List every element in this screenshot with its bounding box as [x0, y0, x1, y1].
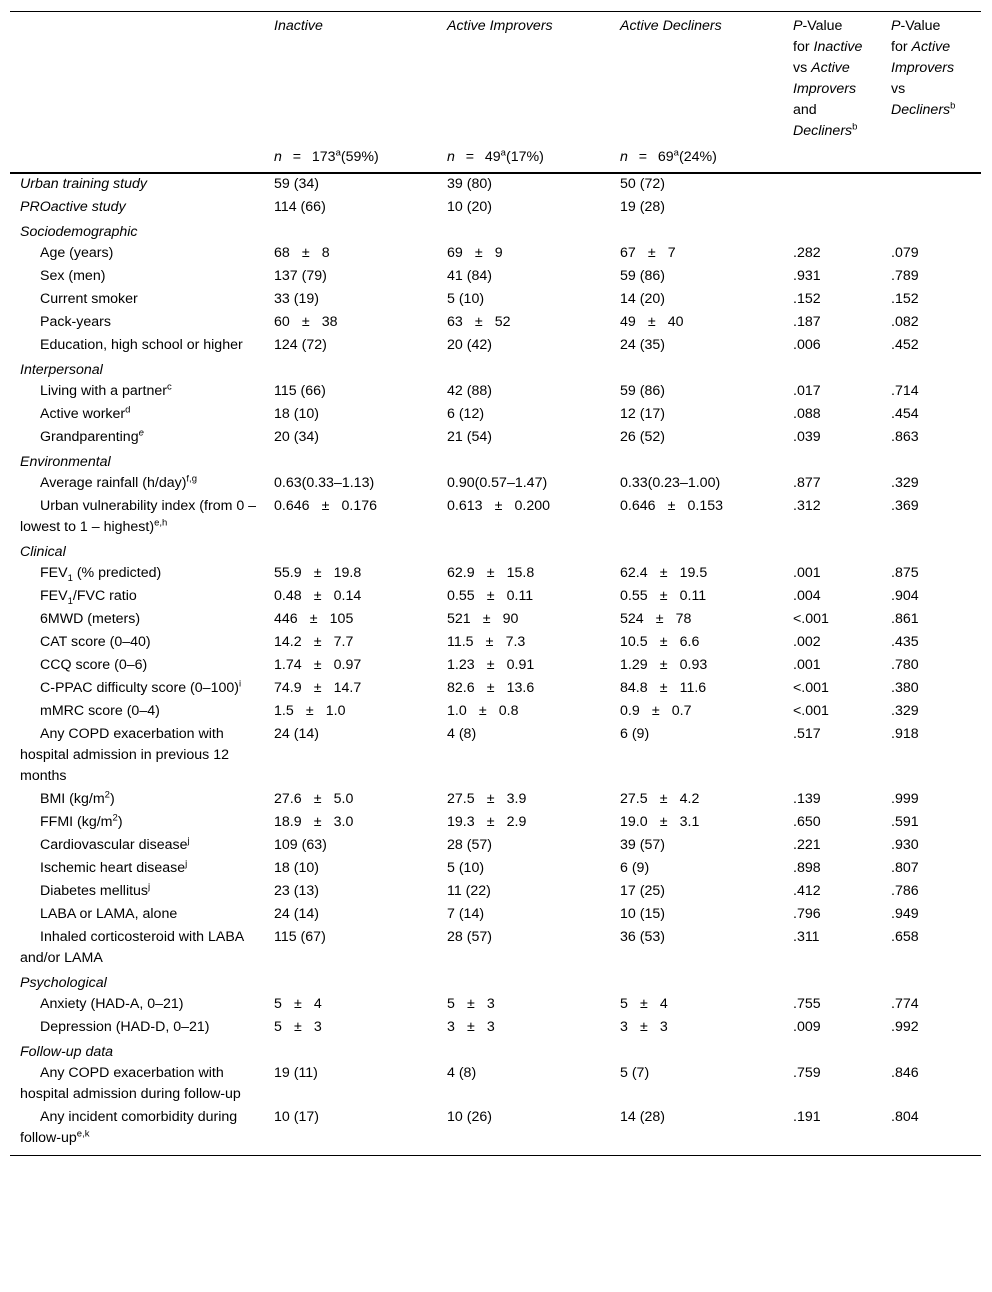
cell-pvalue-2: .904: [891, 588, 919, 604]
cell-inactive: 0.48 ± 0.14: [274, 588, 362, 604]
table-row: [10, 632, 981, 655]
cell-inactive: 33 (19): [274, 291, 319, 307]
cell-active-improvers: 1.23 ± 0.91: [447, 657, 535, 673]
cell-pvalue-2: .780: [891, 657, 919, 673]
cell-active-improvers: 5 (10): [447, 291, 485, 307]
section-label: Psychological: [20, 975, 107, 991]
table-row: [10, 197, 981, 220]
n-active-improvers: $n = 49^a(17\%)$: [437, 147, 610, 173]
cell-inactive: 68 ± 8: [274, 245, 330, 261]
cell-active-improvers: 11.5 ± 7.3: [447, 634, 526, 650]
cell-pvalue-1: .282: [793, 245, 821, 261]
table-row: [10, 678, 981, 701]
cell-pvalue-2: .454: [891, 406, 919, 422]
cell-inactive: 27.6 ± 5.0: [274, 791, 354, 807]
row-label: CCQ score (0–6): [40, 657, 148, 673]
cell-pvalue-1: .152: [793, 291, 821, 307]
cell-inactive: 19 (11): [274, 1065, 318, 1081]
cell-active-improvers: 6 (12): [447, 406, 485, 422]
row-label: LABA or LAMA, alone: [40, 906, 178, 922]
cell-active-decliners: 59 (86): [620, 383, 665, 399]
cell-active-decliners: 19.0 ± 3.1: [620, 814, 700, 830]
table-row: [10, 881, 981, 904]
row-label: Any COPD exacerbation with hospital admission during follow-up: [20, 1065, 241, 1102]
cell-pvalue-1: .221: [793, 837, 821, 853]
row-label: Urban vulnerability index (from 0 – lowest to 1 – highest)$^{e,h}$: [20, 498, 257, 535]
table-row: [10, 335, 981, 358]
row-label: FFMI $(kg/m^2)$: [40, 812, 123, 830]
cell-pvalue-1: .039: [793, 429, 821, 445]
header-row: [10, 12, 981, 148]
section-label: Environmental: [20, 454, 111, 470]
cell-active-improvers: 20 (42): [447, 337, 492, 353]
cell-inactive: 24 (14): [274, 726, 319, 742]
row-label: Current smoker: [40, 291, 138, 307]
cell-active-decliners: 0.646 ± 0.153: [620, 498, 724, 514]
cell-inactive: 446 ± 105: [274, 611, 354, 627]
cell-inactive: 115 (66): [274, 383, 326, 399]
cell-active-decliners: 14 (20): [620, 291, 665, 307]
cell-inactive: 55.9 ± 19.8: [274, 565, 362, 581]
cell-active-improvers: 41 (84): [447, 268, 492, 284]
row-label: Age (years): [40, 245, 114, 261]
cell-pvalue-1: .755: [793, 996, 821, 1012]
cell-pvalue-1: .001: [793, 657, 821, 673]
cell-active-improvers: 0.613 ± 0.200: [447, 498, 551, 514]
cell-inactive: 60 ± 38: [274, 314, 338, 330]
cell-active-improvers: 11 (22): [447, 883, 491, 899]
cell-active-improvers: 28 (57): [447, 837, 492, 853]
cell-pvalue-1: [783, 173, 881, 197]
cell-pvalue-2: .329: [891, 475, 919, 491]
cell-pvalue-2: .452: [891, 337, 919, 353]
cell-pvalue-2: .999: [891, 791, 919, 807]
cell-active-decliners: 49 ± 40: [620, 314, 684, 330]
cell-active-decliners: 59 (86): [620, 268, 665, 284]
cell-active-improvers: 21 (54): [447, 429, 492, 445]
cell-inactive: 0.63(0.33–1.13): [274, 475, 375, 491]
row-label: Grandparenting$^e$: [40, 427, 144, 445]
n-inactive: $n = 173^a(59\%)$: [264, 147, 437, 173]
row-label: Any COPD exacerbation with hospital admission in previous 12 months: [20, 726, 229, 784]
cell-inactive: 18 (10): [274, 406, 319, 422]
cell-inactive: 109 (63): [274, 837, 327, 853]
table-row: [10, 789, 981, 812]
cell-pvalue-1: <.001: [793, 611, 829, 627]
cell-pvalue-1: .139: [793, 791, 821, 807]
characteristics-table: [10, 11, 981, 1156]
table-row: [10, 243, 981, 266]
section-label: Sociodemographic: [20, 224, 138, 240]
cell-active-improvers: 19.3 ± 2.9: [447, 814, 527, 830]
cell-pvalue-2: .329: [891, 703, 919, 719]
row-label: Diabetes mellitus$^j$: [40, 881, 151, 899]
cell-pvalue-2: .875: [891, 565, 919, 581]
cell-inactive: 18.9 ± 3.0: [274, 814, 354, 830]
row-label: Average rainfall $(h/day)^{f,g}$: [40, 473, 197, 491]
cell-active-improvers: 3 ± 3: [447, 1019, 495, 1035]
cell-pvalue-2: .930: [891, 837, 919, 853]
cell-inactive: 124 (72): [274, 337, 327, 353]
cell-active-improvers: 0.90(0.57–1.47): [447, 475, 548, 491]
cell-active-improvers: 63 ± 52: [447, 314, 511, 330]
header-active-improvers: Active Improvers: [437, 12, 610, 148]
cell-active-decliners: 84.8 ± 11.6: [620, 680, 707, 696]
cell-active-decliners: 24 (35): [620, 337, 665, 353]
cell-pvalue-1: .650: [793, 814, 821, 830]
cell-pvalue-1: <.001: [793, 703, 829, 719]
cell-pvalue-2: .992: [891, 1019, 919, 1035]
cell-active-decliners: 6 (9): [620, 860, 650, 876]
row-label: Active worker$^d$: [40, 404, 131, 422]
cell-pvalue-2: .714: [891, 383, 919, 399]
table-row: [10, 609, 981, 632]
table-row: [10, 496, 981, 540]
cell-active-improvers: 39 (80): [447, 176, 492, 192]
cell-pvalue-1: .088: [793, 406, 821, 422]
table-row: [10, 1063, 981, 1107]
row-label: $FEV_1$ (% predicted): [40, 565, 162, 584]
table-row: [10, 404, 981, 427]
cell-pvalue-1: .004: [793, 588, 821, 604]
section-heading: [10, 220, 981, 243]
cell-pvalue-1: .191: [783, 1107, 881, 1156]
cell-pvalue-2: .369: [891, 498, 919, 514]
cell-active-decliners: 26 (52): [620, 429, 665, 445]
cell-pvalue-2: [881, 173, 981, 197]
section-label: Interpersonal: [20, 362, 103, 378]
cell-pvalue-2: .786: [891, 883, 919, 899]
table-row: [10, 173, 981, 197]
cell-active-decliners: 19 (28): [620, 199, 665, 215]
cell-active-decliners: 39 (57): [620, 837, 665, 853]
cell-active-improvers: 5 (10): [447, 860, 485, 876]
cell-active-improvers: 10 (20): [447, 199, 492, 215]
cell-pvalue-2: .774: [891, 996, 919, 1012]
sample-size-row: [10, 147, 981, 173]
header-pvalue-inactive-vs-active: P-Value for Inactive vs Active Improvers and Decliners$^b$: [783, 12, 881, 148]
cell-inactive: 1.5 ± 1.0: [274, 703, 346, 719]
table-row: [10, 381, 981, 404]
table-row: [10, 1017, 981, 1040]
cell-inactive: 1.74 ± 0.97: [274, 657, 362, 673]
table-row: [10, 586, 981, 609]
cell-active-decliners: 524 ± 78: [620, 611, 692, 627]
cell-active-decliners: 67 ± 7: [620, 245, 676, 261]
cell-pvalue-2: .863: [891, 429, 919, 445]
cell-active-improvers: 521 ± 90: [447, 611, 519, 627]
cell-pvalue-2: [881, 197, 981, 220]
cell-inactive: 23 (13): [274, 883, 319, 899]
header-empty: [10, 12, 264, 148]
table-row: [10, 927, 981, 971]
cell-active-decliners: 14 (28): [610, 1107, 783, 1156]
row-label: C-PPAC difficulty score $(0-100)^i$: [40, 678, 242, 696]
cell-pvalue-2: .152: [891, 291, 919, 307]
row-label: Any incident comorbidity during follow-up$^{e,k}$: [10, 1107, 264, 1156]
cell-inactive: 0.646 ± 0.176: [274, 498, 378, 514]
cell-pvalue-1: .017: [793, 383, 821, 399]
cell-pvalue-1: .877: [793, 475, 821, 491]
cell-inactive: 5 ± 4: [274, 996, 322, 1012]
table-row: [10, 701, 981, 724]
table-row: [10, 266, 981, 289]
cell-active-decliners: 6 (9): [620, 726, 650, 742]
cell-pvalue-1: .412: [793, 883, 821, 899]
cell-pvalue-1: .001: [793, 565, 821, 581]
table-row: [10, 1107, 981, 1156]
cell-active-improvers: 62.9 ± 15.8: [447, 565, 535, 581]
cell-inactive: 115 (67): [274, 929, 326, 945]
section-heading: [10, 1040, 981, 1063]
table-row: [10, 904, 981, 927]
cell-pvalue-1: .517: [793, 726, 821, 742]
table-row: [10, 473, 981, 496]
cell-pvalue-2: .082: [891, 314, 919, 330]
cell-active-decliners: 0.55 ± 0.11: [620, 588, 707, 604]
cell-pvalue-1: .898: [793, 860, 821, 876]
cell-inactive: 20 (34): [274, 429, 319, 445]
cell-active-improvers: 4 (8): [447, 726, 477, 742]
section-heading: [10, 971, 981, 994]
table-row: [10, 563, 981, 586]
cell-pvalue-1: .312: [793, 498, 821, 514]
cell-active-improvers: 28 (57): [447, 929, 492, 945]
cell-pvalue-2: .807: [891, 860, 919, 876]
cell-inactive: 114 (66): [274, 199, 326, 215]
row-label: CAT score (0–40): [40, 634, 151, 650]
table-row: [10, 858, 981, 881]
row-label: Living with a partner$^c$: [40, 381, 172, 399]
row-label: Inhaled corticosteroid with LABA and/or LAMA: [20, 929, 244, 966]
cell-inactive: 14.2 ± 7.7: [274, 634, 354, 650]
cell-active-decliners: 3 ± 3: [620, 1019, 668, 1035]
row-label: Ischemic heart disease$^j$: [40, 858, 188, 876]
cell-pvalue-1: .187: [793, 314, 821, 330]
cell-active-decliners: 50 (72): [620, 176, 665, 192]
row-label: Anxiety (HAD-A, 0–21): [40, 996, 184, 1012]
row-label: PROactive study: [20, 199, 126, 215]
cell-active-improvers: 42 (88): [447, 383, 492, 399]
cell-active-decliners: 10.5 ± 6.6: [620, 634, 700, 650]
header-active-decliners: Active Decliners: [610, 12, 783, 148]
section-heading: [10, 540, 981, 563]
section-label: Clinical: [20, 544, 66, 560]
row-label: mMRC score (0–4): [40, 703, 160, 719]
cell-pvalue-2: .861: [891, 611, 919, 627]
cell-pvalue-2: .918: [891, 726, 919, 742]
cell-active-improvers: 69 ± 9: [447, 245, 503, 261]
cell-active-decliners: 0.9 ± 0.7: [620, 703, 692, 719]
cell-active-decliners: 36 (53): [620, 929, 665, 945]
cell-active-decliners: 5 (7): [620, 1065, 650, 1081]
section-heading: [10, 358, 981, 381]
cell-active-improvers: 10 (26): [437, 1107, 610, 1156]
cell-pvalue-2: .380: [891, 680, 919, 696]
cell-pvalue-2: .591: [891, 814, 919, 830]
cell-inactive: 137 (79): [274, 268, 327, 284]
row-label: BMI $(kg/m^2)$: [40, 789, 115, 807]
n-active-decliners: $n = 69^a(24\%)$: [610, 147, 783, 173]
cell-active-decliners: 10 (15): [620, 906, 665, 922]
cell-active-decliners: 1.29 ± 0.93: [620, 657, 708, 673]
table-row: [10, 312, 981, 335]
cell-pvalue-1: .931: [793, 268, 821, 284]
cell-pvalue-2: .804: [881, 1107, 981, 1156]
cell-active-improvers: 5 ± 3: [447, 996, 495, 1012]
cell-pvalue-2: .658: [891, 929, 919, 945]
cell-inactive: 5 ± 3: [274, 1019, 322, 1035]
cell-inactive: 59 (34): [274, 176, 319, 192]
cell-pvalue-1: .002: [793, 634, 821, 650]
cell-inactive: 10 (17): [264, 1107, 437, 1156]
cell-pvalue-2: .079: [891, 245, 919, 261]
cell-active-decliners: 62.4 ± 19.5: [620, 565, 708, 581]
cell-active-decliners: 17 (25): [620, 883, 665, 899]
cell-inactive: 18 (10): [274, 860, 319, 876]
cell-active-improvers: 0.55 ± 0.11: [447, 588, 534, 604]
table-row: [10, 812, 981, 835]
table-row: [10, 835, 981, 858]
cell-active-improvers: 27.5 ± 3.9: [447, 791, 527, 807]
cell-pvalue-1: .009: [793, 1019, 821, 1035]
header-inactive: Inactive: [264, 12, 437, 148]
row-label: Pack-years: [40, 314, 111, 330]
row-label: Education, high school or higher: [40, 337, 243, 353]
row-label: Cardiovascular disease$^j$: [40, 835, 190, 853]
table-row: [10, 724, 981, 789]
cell-active-decliners: 27.5 ± 4.2: [620, 791, 700, 807]
section-heading: [10, 450, 981, 473]
table-row: [10, 289, 981, 312]
cell-pvalue-2: .435: [891, 634, 919, 650]
table-row: [10, 994, 981, 1017]
cell-pvalue-1: <.001: [793, 680, 829, 696]
cell-active-decliners: 12 (17): [620, 406, 665, 422]
cell-pvalue-2: .789: [891, 268, 919, 284]
cell-active-improvers: 7 (14): [447, 906, 485, 922]
section-label: Follow-up data: [20, 1044, 114, 1060]
header-pvalue-improvers-vs-decliners: P-Value for Active Improvers vs Decliners$^b$: [881, 12, 981, 148]
cell-pvalue-1: [783, 197, 881, 220]
row-label: 6MWD (meters): [40, 611, 141, 627]
table-row: [10, 655, 981, 678]
row-label: $FEV_1$/FVC ratio: [40, 588, 137, 607]
cell-active-decliners: 5 ± 4: [620, 996, 668, 1012]
cell-active-improvers: 1.0 ± 0.8: [447, 703, 519, 719]
row-label: Sex (men): [40, 268, 106, 284]
cell-active-improvers: 82.6 ± 13.6: [447, 680, 535, 696]
cell-inactive: 74.9 ± 14.7: [274, 680, 362, 696]
cell-pvalue-2: .949: [891, 906, 919, 922]
cell-inactive: 24 (14): [274, 906, 319, 922]
cell-pvalue-1: .311: [793, 929, 820, 945]
row-label: Urban training study: [20, 176, 147, 192]
cell-active-decliners: 0.33(0.23–1.00): [620, 475, 721, 491]
cell-pvalue-1: .006: [793, 337, 821, 353]
cell-active-improvers: 4 (8): [447, 1065, 477, 1081]
cell-pvalue-1: .796: [793, 906, 821, 922]
table-row: [10, 427, 981, 450]
cell-pvalue-2: .846: [891, 1065, 919, 1081]
row-label: Depression (HAD-D, 0–21): [40, 1019, 210, 1035]
cell-pvalue-1: .759: [793, 1065, 821, 1081]
